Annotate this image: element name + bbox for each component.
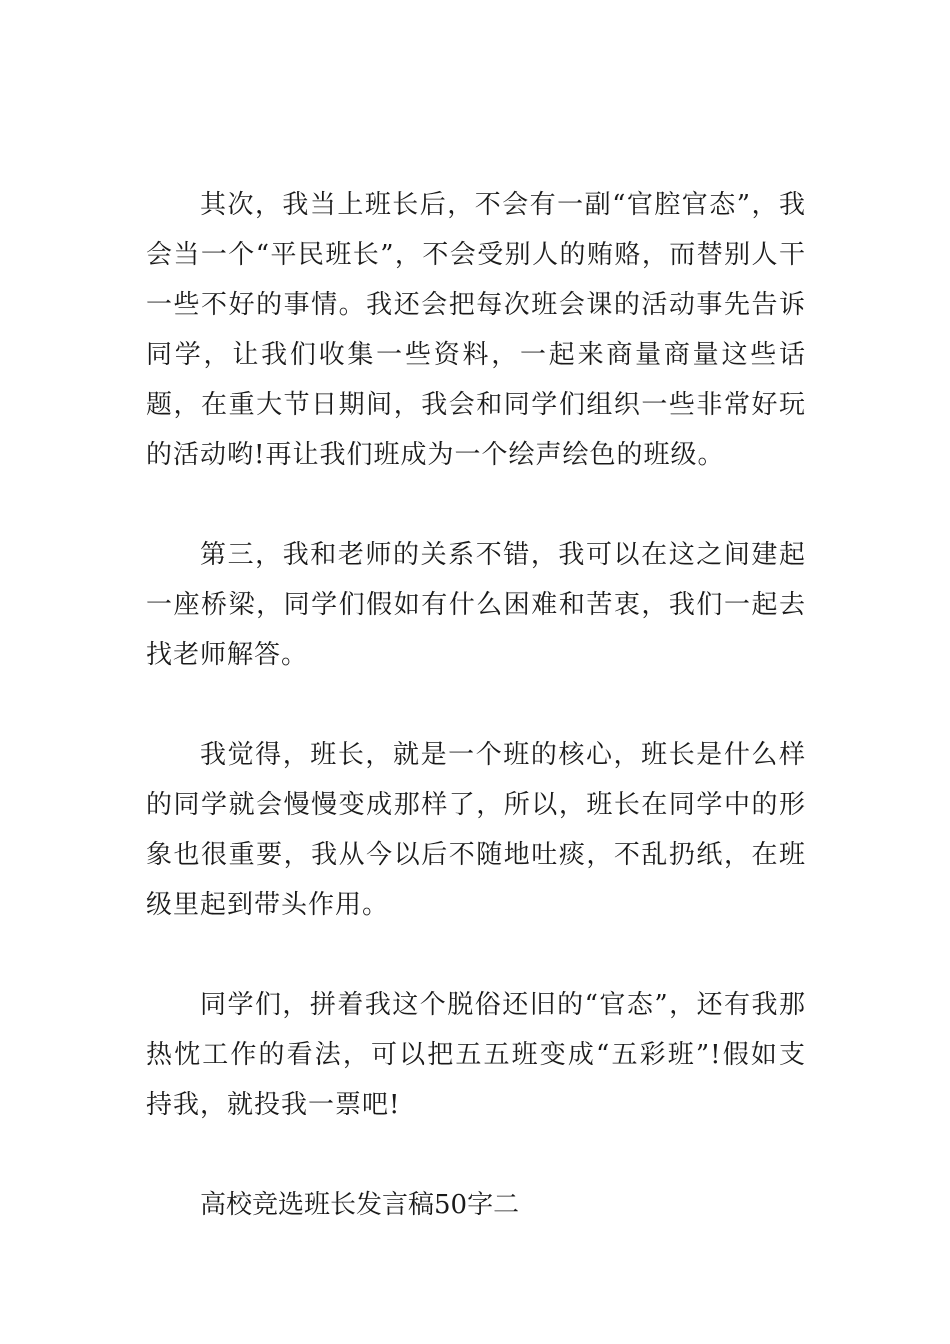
- paragraph-2: 第三，我和老师的关系不错，我可以在这之间建起一座桥梁，同学们假如有什么困难和苦衷，我们一起去找老师解答。: [146, 540, 806, 670]
- paragraph-4: 同学们，拼着我这个脱俗还旧的“官态”，还有我那热忱工作的看法，可以把五五班变成“五彩班”!假如支持我，就投我一票吧!: [146, 990, 806, 1120]
- paragraph-3: 我觉得，班长，就是一个班的核心，班长是什么样的同学就会慢慢变成那样了，所以，班长在同学中的形象也很重要，我从今以后不随地吐痰，不乱扔纸，在班级里起到带头作用。: [146, 740, 806, 920]
- paragraph-1: 其次，我当上班长后，不会有一副“官腔官态”，我会当一个“平民班长”，不会受别人的贿赂，而替别人干一些不好的事情。我还会把每次班会课的活动事先告诉同学，让我们收集一些资料，一起来商量商量这些话题，在重大节日期间，我会和同学们组织一些非常好玩的活动哟!再让我们班成为一个绘声绘色的班级。: [146, 190, 806, 470]
- section-heading: 高校竞选班长发言稿50字二: [200, 1190, 520, 1220]
